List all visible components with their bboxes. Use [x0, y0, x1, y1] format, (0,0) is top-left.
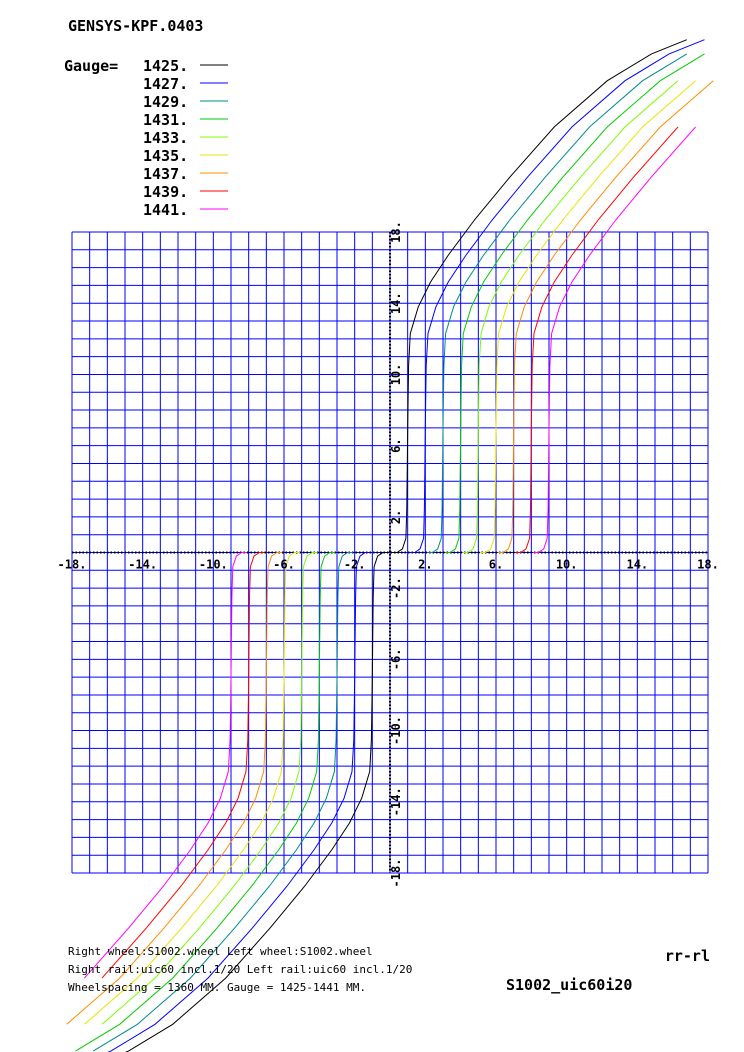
series-line-left — [84, 553, 247, 979]
x-tick-label: -10. — [198, 557, 228, 572]
y-tick-label: -2. — [389, 577, 403, 599]
legend-entry: 1427. — [143, 75, 189, 93]
series-line-right — [515, 127, 678, 553]
footer-gauge: Wheelspacing = 1360 MM. Gauge = 1425-1441 MM. — [68, 981, 367, 994]
x-tick-label: -6. — [273, 557, 295, 572]
y-tick-label: 2. — [389, 509, 403, 525]
legend — [143, 57, 228, 219]
x-tick-label: -18. — [57, 557, 87, 572]
x-tick-label: 18. — [697, 557, 719, 572]
footer-rails: Right rail:uic60 incl.1/20 Left rail:uic60 incl.1/20 — [68, 963, 413, 976]
x-tick-label: 2. — [418, 557, 433, 572]
legend-entry: 1441. — [143, 201, 189, 219]
y-tick-label: 18. — [389, 221, 403, 243]
y-tick-label: -18. — [389, 858, 403, 888]
series-line-left — [102, 553, 265, 979]
legend-entry: 1431. — [143, 111, 189, 129]
x-tick-label: 14. — [626, 557, 649, 572]
legend-entry: 1429. — [143, 93, 189, 111]
x-tick-label: -2. — [343, 557, 366, 572]
x-tick-label: 6. — [488, 557, 504, 572]
profile-combo-label: S1002_uic60i20 — [506, 976, 633, 994]
quantity-label: rr-rl — [664, 947, 710, 965]
y-tick-label: -10. — [389, 716, 403, 746]
y-tick-label: 10. — [389, 363, 403, 386]
series-line-right — [533, 127, 696, 553]
legend-entry: 1433. — [143, 129, 189, 147]
footer-wheels: Right wheel:S1002.wheel Left wheel:S1002.wheel — [68, 945, 373, 958]
y-tick-label: 14. — [389, 292, 403, 315]
legend-entry: 1439. — [143, 183, 189, 201]
legend-entry: 1437. — [143, 165, 189, 183]
series-line-right — [409, 40, 704, 553]
legend-entry: 1425. — [143, 57, 189, 75]
legend-entry: 1435. — [143, 147, 189, 165]
y-tick-label: 6. — [389, 438, 403, 453]
chart-title: GENSYS-KPF.0403 — [68, 17, 204, 35]
series-line-right — [392, 40, 687, 553]
y-tick-label: -6. — [389, 648, 403, 671]
legend-label: Gauge= — [64, 57, 119, 75]
x-tick-label: 10. — [555, 557, 578, 572]
x-tick-label: -14. — [128, 557, 158, 572]
y-tick-label: -14. — [389, 787, 403, 817]
